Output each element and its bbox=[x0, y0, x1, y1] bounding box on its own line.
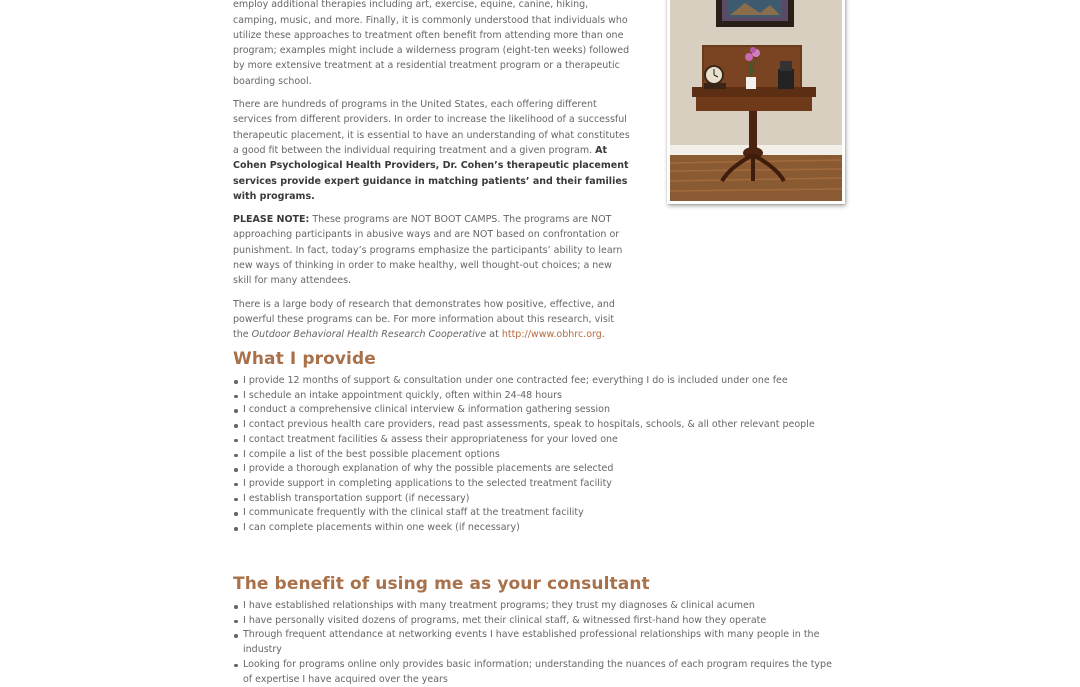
list-item: I can complete placements within one week (if necessary) bbox=[243, 521, 833, 536]
research-text: There is a large body of research that demonstrates how positive, effective, and powerful these programs can be. For more information about this research, visit the bbox=[233, 298, 615, 341]
list-item: I compile a list of the best possible placement options bbox=[243, 448, 833, 463]
what-i-provide-list bbox=[233, 374, 833, 536]
list-item: I provide a thorough explanation of why the possible placements are selected bbox=[243, 462, 833, 477]
research-org-name: Outdoor Behavioral Health Research Cooperative bbox=[251, 329, 487, 341]
office-table-image bbox=[670, 0, 842, 201]
list-item: I provide support in completing applications to the selected treatment facility bbox=[243, 477, 833, 492]
list-item: I contact treatment facilities & assess their appropriateness for your loved one bbox=[243, 433, 833, 448]
please-note-paragraph bbox=[233, 212, 631, 288]
benefit-section bbox=[233, 573, 833, 687]
what-i-provide-heading: What I provide bbox=[233, 349, 376, 369]
list-item: Looking for programs online only provides basic information; understanding the nuances of each program requires the type of expertise I have acquired over the years bbox=[243, 658, 833, 687]
list-item: I communicate frequently with the clinical staff at the treatment facility bbox=[243, 506, 833, 521]
research-at: at bbox=[486, 329, 502, 341]
please-note-text: These programs are NOT BOOT CAMPS. The programs are NOT approaching participants in abusive ways and are NOT based on confrontation or punishment. In fact, today’s programs emphasize the participants’ ability to learn new ways of thinking in order to make healthy, well thought-out choices; a new skill for many attendees. bbox=[233, 214, 623, 287]
list-item: I conduct a comprehensive clinical interview & information gathering session bbox=[243, 403, 833, 418]
office-photo bbox=[667, 0, 845, 204]
research-period: . bbox=[601, 329, 605, 341]
list-item: I schedule an intake appointment quickly, often within 24-48 hours bbox=[243, 389, 833, 404]
list-item: I contact previous health care providers, read past assessments, speak to hospitals, schools, & all other relevant people bbox=[243, 418, 833, 433]
benefit-list bbox=[233, 599, 833, 687]
intro-content bbox=[233, 0, 631, 351]
benefit-heading: The benefit of using me as your consultant bbox=[233, 574, 650, 594]
what-i-provide-section bbox=[233, 348, 833, 536]
please-note-label: PLEASE NOTE: bbox=[233, 214, 310, 226]
intro-paragraph-2-text: There are hundreds of programs in the United States, each offering different services from different providers. In order to increase the likelihood of a successful therapeutic placement, it is essential to have an understanding of what constitutes a good fit between the individual requiring treatment and a given program. bbox=[233, 99, 630, 156]
list-item: I have personally visited dozens of programs, met their clinical staff, & witnessed first-hand how they operate bbox=[243, 614, 833, 629]
list-item: Through frequent attendance at networking events I have established professional relationships with many people in the industry bbox=[243, 628, 833, 657]
intro-paragraph-2 bbox=[233, 97, 631, 204]
list-item: I establish transportation support (if necessary) bbox=[243, 492, 833, 507]
intro-paragraph-1: employ additional therapies including art, exercise, equine, canine, hiking, camping, music, and more. Finally, it is commonly understood that individuals who utilize these approaches to treatment often benefit from attending more than one program; examples might include a wilderness program (eight-ten weeks) followed by more extensive treatment at a residential treatment program or a therapeutic boarding school. bbox=[233, 0, 630, 87]
research-paragraph bbox=[233, 297, 631, 343]
list-item: I provide 12 months of support & consultation under one contracted fee; everything I do is included under one fee bbox=[243, 374, 833, 389]
list-item: I have established relationships with many treatment programs; they trust my diagnoses & clinical acumen bbox=[243, 599, 833, 614]
intro-paragraph-2-bold: At Cohen Psychological Health Providers, Dr. Cohen’s therapeutic placement services provide expert guidance in matching patients’ and their families with programs. bbox=[233, 144, 629, 202]
obhrc-link[interactable]: http://www.obhrc.org bbox=[501, 329, 602, 341]
